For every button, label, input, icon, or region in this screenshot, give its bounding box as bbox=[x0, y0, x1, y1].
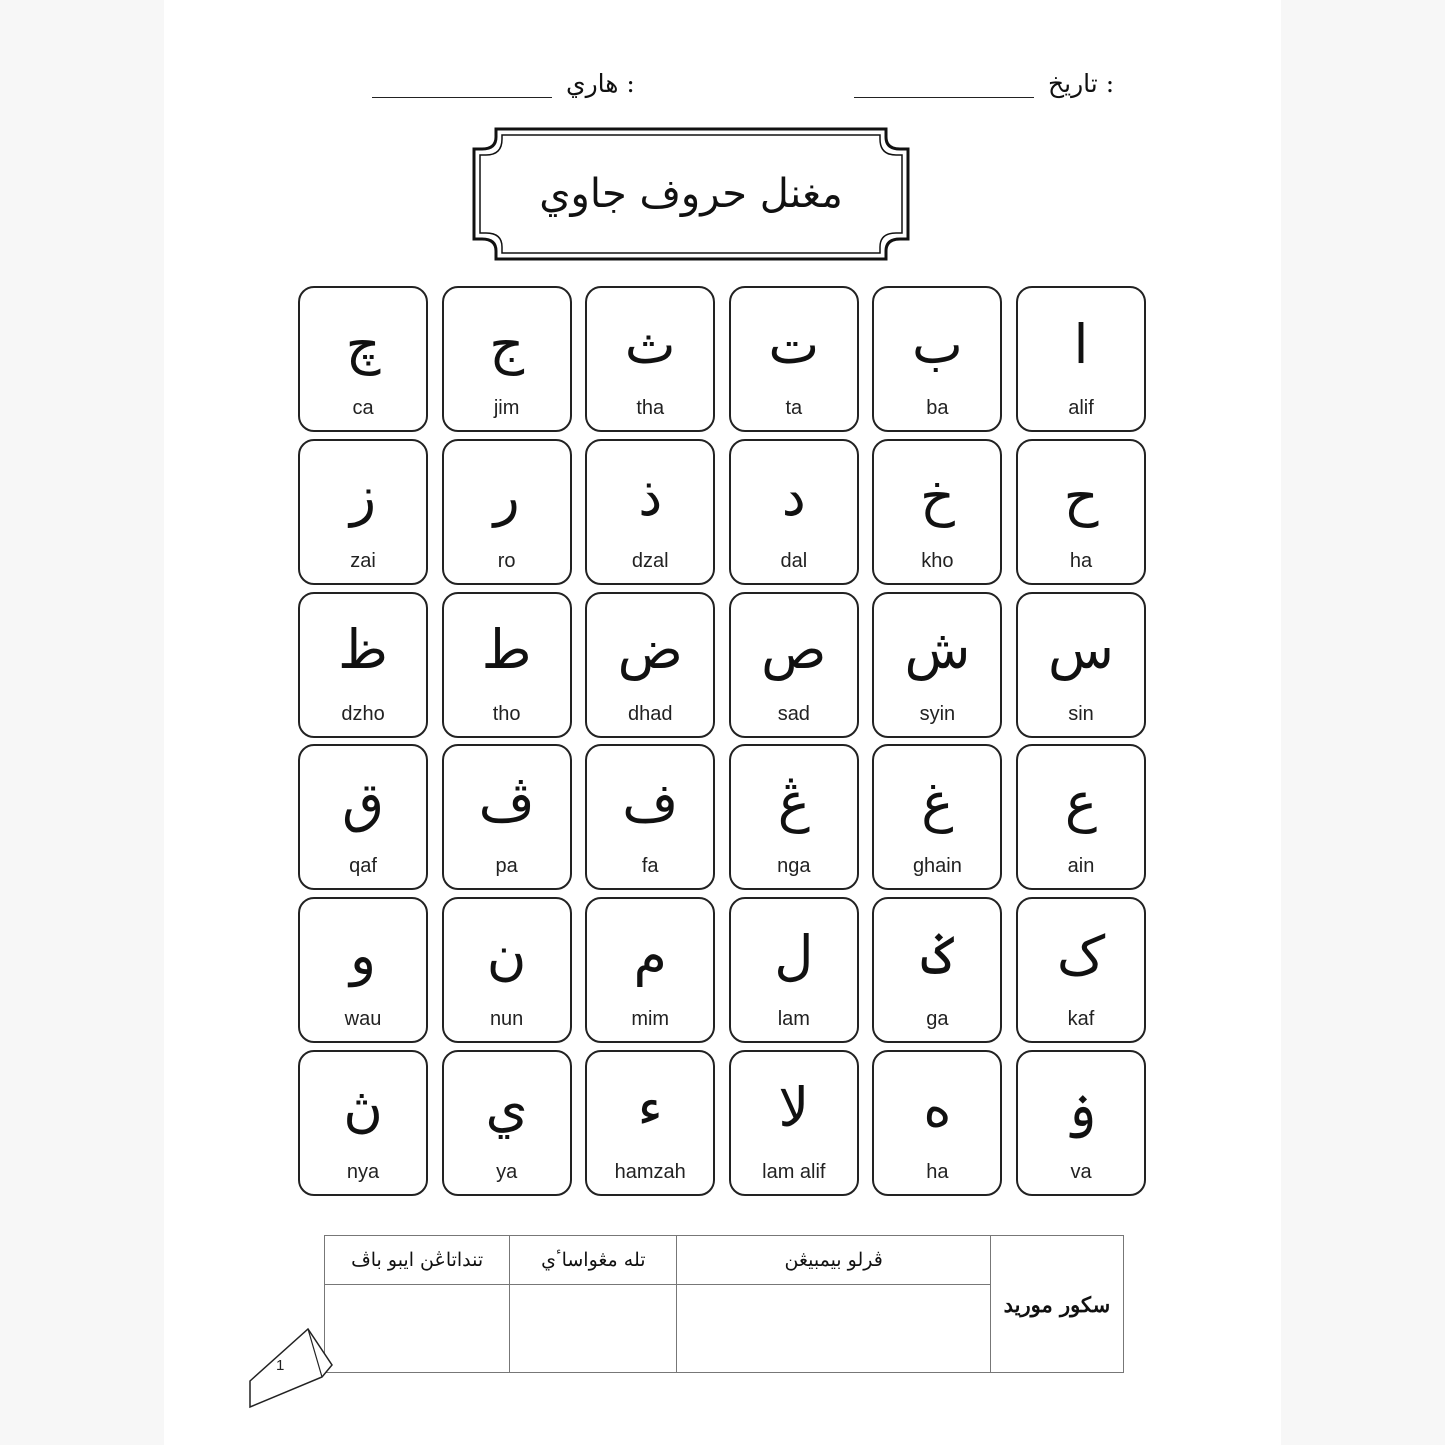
letter-card bbox=[1016, 1050, 1146, 1196]
letter-glyph: ه bbox=[923, 1076, 952, 1140]
letter-name: qaf bbox=[349, 855, 377, 878]
letter-card bbox=[1016, 286, 1146, 432]
letter-card bbox=[729, 744, 859, 890]
letter-card bbox=[298, 439, 428, 585]
letter-card bbox=[442, 592, 572, 738]
letter-card bbox=[585, 1050, 715, 1196]
letter-name: wau bbox=[344, 1008, 382, 1031]
letter-name: pa bbox=[495, 855, 518, 878]
pencil-tab-icon bbox=[248, 1325, 338, 1409]
letter-card bbox=[442, 744, 572, 890]
score-cell-3[interactable] bbox=[325, 1285, 510, 1373]
letter-glyph: ع bbox=[1064, 770, 1098, 834]
letter-card bbox=[872, 1050, 1002, 1196]
letter-glyph: ح bbox=[1063, 465, 1099, 529]
letter-card bbox=[298, 744, 428, 890]
letter-glyph: چ bbox=[345, 312, 381, 376]
letter-card bbox=[729, 592, 859, 738]
letter-glyph: م bbox=[633, 923, 667, 987]
letter-glyph: لا bbox=[778, 1076, 810, 1140]
letter-glyph: و bbox=[349, 923, 377, 987]
letter-card bbox=[1016, 744, 1146, 890]
score-cell-2[interactable] bbox=[510, 1285, 677, 1373]
letter-card bbox=[872, 744, 1002, 890]
letter-name: dal bbox=[780, 549, 808, 572]
letter-name: hamzah bbox=[614, 1160, 686, 1183]
letter-name: ghain bbox=[912, 855, 962, 878]
score-header-2: تله مڠواساٴي bbox=[510, 1236, 677, 1285]
letter-glyph: ظ bbox=[338, 618, 388, 682]
date-label: تاريخ : bbox=[1048, 69, 1115, 98]
letter-glyph: ک bbox=[1056, 923, 1106, 987]
day-line bbox=[372, 73, 552, 98]
letter-card bbox=[729, 897, 859, 1043]
letter-glyph: ذ bbox=[638, 465, 663, 529]
letter-card bbox=[1016, 439, 1146, 585]
letter-card bbox=[585, 286, 715, 432]
letter-name: ba bbox=[926, 397, 949, 419]
letter-card bbox=[442, 1050, 572, 1196]
letter-name: jim bbox=[493, 397, 520, 419]
letter-name: ain bbox=[1067, 855, 1095, 878]
letter-card bbox=[585, 897, 715, 1043]
letter-name: nya bbox=[346, 1160, 380, 1183]
letter-card bbox=[872, 897, 1002, 1043]
date-field bbox=[854, 58, 1114, 98]
letter-glyph: ش bbox=[904, 618, 971, 682]
letter-name: lam alif bbox=[762, 1160, 826, 1183]
letter-name: va bbox=[1070, 1160, 1092, 1183]
letter-glyph: س bbox=[1048, 618, 1114, 682]
letter-card bbox=[585, 592, 715, 738]
letter-glyph: ڽ bbox=[343, 1076, 383, 1140]
letter-glyph: ف bbox=[622, 770, 679, 834]
date-line bbox=[854, 73, 1034, 98]
score-cell-1[interactable] bbox=[677, 1285, 990, 1373]
letter-glyph: ق bbox=[342, 770, 384, 834]
letter-card bbox=[442, 439, 572, 585]
letter-name: fa bbox=[641, 855, 659, 878]
letter-glyph: ج bbox=[489, 312, 525, 376]
score-header-3: تنداتاڠن ايبو باڤ bbox=[325, 1236, 510, 1285]
letter-name: dzal bbox=[631, 549, 669, 572]
letter-card bbox=[298, 1050, 428, 1196]
letter-name: ha bbox=[1069, 549, 1093, 572]
letter-card bbox=[872, 286, 1002, 432]
letter-glyph: ۏ bbox=[1065, 1076, 1097, 1140]
letter-glyph: ط bbox=[481, 618, 532, 682]
letter-name: ta bbox=[785, 397, 803, 419]
letter-name: dzho bbox=[341, 702, 385, 725]
letter-glyph: ض bbox=[617, 618, 683, 682]
letter-card bbox=[298, 592, 428, 738]
letter-glyph: ݢ bbox=[921, 923, 954, 987]
letter-name: nun bbox=[489, 1008, 524, 1031]
letter-name: lam bbox=[777, 1008, 810, 1031]
letter-card bbox=[729, 439, 859, 585]
score-header-1: ڤرلو بيمبيڠن bbox=[677, 1236, 990, 1285]
letter-card bbox=[442, 897, 572, 1043]
letter-name: sad bbox=[777, 702, 810, 725]
day-label: هاري : bbox=[566, 69, 635, 98]
letter-card bbox=[872, 592, 1002, 738]
page-number-tab bbox=[248, 1325, 338, 1409]
score-label: سکور موريد bbox=[990, 1236, 1123, 1373]
letter-glyph: ء bbox=[637, 1076, 663, 1140]
letter-glyph: ر bbox=[493, 465, 520, 529]
letter-name: kho bbox=[921, 549, 954, 572]
letter-name: nga bbox=[777, 855, 811, 878]
letter-grid bbox=[298, 286, 1146, 1196]
letter-glyph: ا bbox=[1073, 312, 1089, 376]
letter-card bbox=[729, 286, 859, 432]
letter-glyph: ي bbox=[485, 1076, 528, 1140]
letter-name: zai bbox=[350, 549, 376, 572]
letter-glyph: ل bbox=[774, 923, 814, 987]
letter-name: tho bbox=[492, 702, 521, 725]
letter-glyph: ت bbox=[768, 312, 820, 376]
letter-card bbox=[442, 286, 572, 432]
letter-name: ya bbox=[496, 1160, 518, 1183]
letter-glyph: خ bbox=[919, 465, 955, 529]
letter-name: alif bbox=[1068, 397, 1094, 419]
letter-glyph: ص bbox=[761, 618, 827, 682]
letter-name: ga bbox=[926, 1008, 949, 1031]
letter-glyph: غ bbox=[921, 770, 954, 834]
letter-name: mim bbox=[631, 1008, 670, 1031]
letter-card bbox=[1016, 592, 1146, 738]
letter-name: dhad bbox=[627, 702, 673, 725]
letter-name: tha bbox=[636, 397, 665, 419]
letter-name: sin bbox=[1068, 702, 1094, 725]
letter-card bbox=[729, 1050, 859, 1196]
letter-card bbox=[298, 286, 428, 432]
letter-glyph: ث bbox=[624, 312, 676, 376]
letter-card bbox=[298, 897, 428, 1043]
page-number: 1 bbox=[276, 1357, 285, 1374]
score-table bbox=[324, 1235, 1124, 1373]
letter-glyph: ڠ bbox=[777, 770, 810, 834]
letter-name: kaf bbox=[1067, 1008, 1095, 1031]
letter-name: ca bbox=[352, 397, 374, 419]
letter-glyph: ن bbox=[486, 923, 527, 987]
letter-card bbox=[585, 744, 715, 890]
letter-card bbox=[585, 439, 715, 585]
letter-glyph: ڤ bbox=[478, 770, 535, 834]
letter-name: syin bbox=[919, 702, 956, 725]
page-title: مغنل حروف جاوي bbox=[539, 171, 843, 217]
letter-glyph: ز bbox=[349, 465, 377, 529]
worksheet-page bbox=[164, 0, 1281, 1445]
title-frame bbox=[472, 127, 910, 261]
letter-name: ro bbox=[497, 549, 516, 572]
day-field bbox=[372, 58, 635, 98]
letter-name: ha bbox=[926, 1160, 949, 1183]
letter-glyph: د bbox=[781, 465, 806, 529]
letter-card bbox=[872, 439, 1002, 585]
letter-card bbox=[1016, 897, 1146, 1043]
letter-glyph: ب bbox=[911, 312, 963, 376]
